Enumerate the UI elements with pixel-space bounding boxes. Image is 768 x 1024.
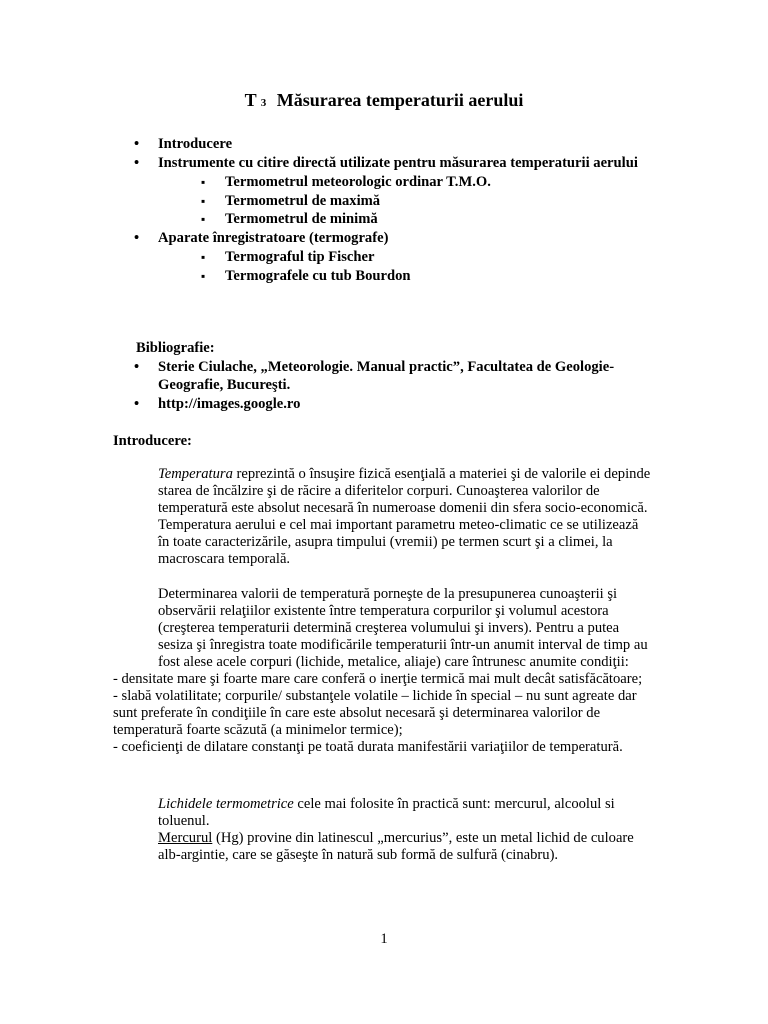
toc-subitem-maxima: ▪ Termometrul de maximă	[225, 192, 380, 210]
bibliography-heading: Bibliografie:	[136, 340, 215, 356]
title-prefix: T	[244, 90, 257, 110]
condition-item: - slabă volatilitate; corpurile/ substanţele volatile – lichide în special – nu sunt agreate dar sunt preferate în condiţiile în care este absolut necesară şi determinarea valorilor de temperatură foarte scăzută (a minimelor termice);	[113, 688, 637, 738]
toc-item-instrumente: • Instrumente cu citire directă utilizate pentru măsurarea temperaturii aerului	[158, 154, 638, 172]
title-subscript: 3	[260, 97, 267, 109]
toc-item-aparate: • Aparate înregistratoare (termografe)	[158, 229, 388, 247]
term-temperatura: Temperatura	[158, 466, 233, 482]
intro-paragraph-1	[113, 466, 653, 568]
paragraph-1-text: reprezintă o însuşire fizică esenţială a materiei şi de valorile ei depinde starea de încălzire şi de răcire a diferitelor corpuri. Cunoaşterea valorilor de temperatură este absolut necesară în numeroase domenii din sfera socio-economică. Temperatura aerului e cel mai important parametru meteo-climatic ce se utilizează în toate caracterizările, asupra timpului (vremii) pe termen scurt şi a climei, la macroscara temporală.	[158, 466, 651, 567]
intro-paragraph-2	[113, 586, 653, 756]
toc-subitem-fischer: ▪ Termograful tip Fischer	[225, 248, 374, 266]
bibliography-entry-1-cont: Geografie, Bucureşti.	[158, 377, 291, 393]
condition-item: - coeficienţi de dilatare constanţi pe toată durata manifestării variaţiilor de temperatură.	[113, 739, 623, 755]
toc-subitem-tmo: ▪ Termometrul meteorologic ordinar T.M.O.	[225, 173, 491, 191]
paragraph-4-text: (Hg) provine din latinescul „mercurius”, este un metal lichid de culoare alb-argintie, care se găseşte în natură sub formă de sulfură (cinabru).	[158, 830, 634, 863]
page-title	[0, 90, 768, 111]
toc-subitem-bourdon: ▪ Termografele cu tub Bourdon	[225, 267, 411, 285]
term-mercurul: Mercurul	[158, 830, 213, 846]
paragraph-2-text: Determinarea valorii de temperatură porneşte de la presupunerea cunoaşterii şi observării relaţiilor existente între temperatura corpurilor şi volumul acestora (creşterea temperaturii determină creşterea volumului şi invers). Pentru a putea sesiza şi înregistra toate modificările temperaturii într-un anumit interval de timp au fost alese acele corpuri (lichide, metalice, aliaje) care întrunesc anumite condiţii:	[158, 586, 648, 670]
term-lichide-termometrice: Lichidele termometrice	[158, 796, 294, 812]
intro-heading: Introducere:	[113, 433, 192, 449]
condition-item: - densitate mare şi foarte mare care conferă o inerţie termică mai mult decât satisfăcătoare;	[113, 671, 643, 687]
toc-subitem-minima: ▪ Termometrul de minimă	[225, 210, 378, 228]
bibliography-entry-1: • Sterie Ciulache, „Meteorologie. Manual practic”, Facultatea de Geologie-	[158, 358, 614, 376]
title-text: Măsurarea temperaturii aerului	[276, 90, 524, 110]
page-number: 1	[380, 931, 388, 947]
bibliography-entry-2: • http://images.google.ro	[158, 395, 300, 413]
toc-item-introducere: • Introducere	[158, 135, 232, 153]
intro-paragraph-3	[113, 796, 653, 864]
paragraph-3-text: cele mai folosite în practică sunt: mercurul, alcoolul si toluenul.	[158, 796, 615, 829]
